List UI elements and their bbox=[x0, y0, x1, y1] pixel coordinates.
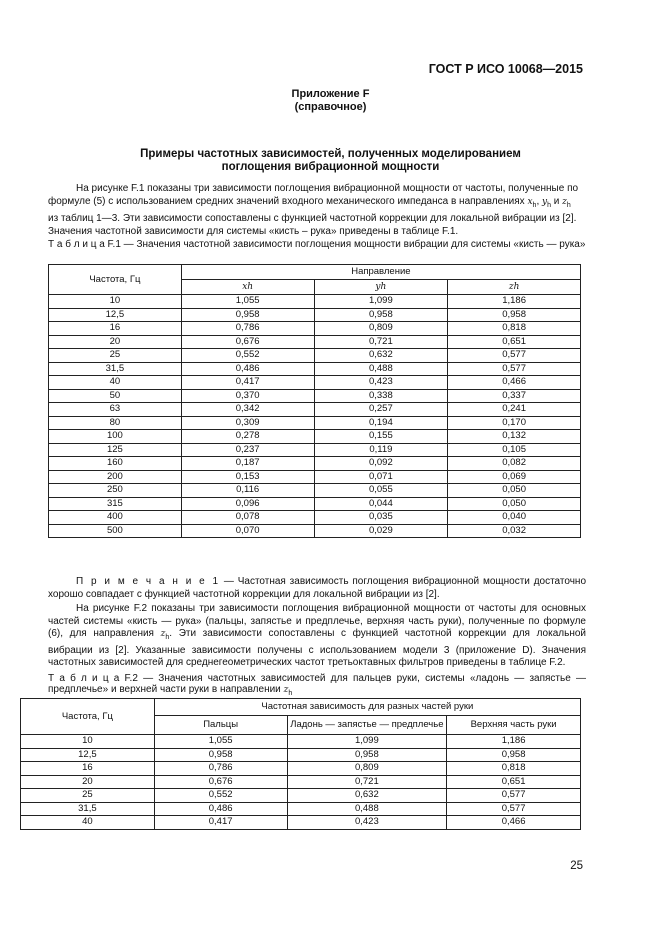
table-cell: 0,958 bbox=[314, 308, 448, 322]
table-cell: 16 bbox=[21, 762, 155, 776]
paragraph-f2-text-b: . Эти зависимости сопоставлены с функцией частотной коррекции для локальной вибрации из [2]. Указанные зависимости получены с использованием модели 3 (приложение D). Значения частотных зависимостей для среднегеометрических частот третьоктавных фильтров приведены в таблице F.2. bbox=[48, 628, 586, 668]
table-cell: 0,809 bbox=[287, 762, 447, 776]
table-cell: 20 bbox=[49, 335, 182, 349]
table-cell: 40 bbox=[21, 816, 155, 830]
table-cell: 0,032 bbox=[448, 524, 581, 538]
table-cell: 0,818 bbox=[448, 322, 581, 336]
table-row bbox=[21, 789, 581, 803]
table2-caption-text: — Значения частотных зависимостей для пальцев руки, системы «ладонь — запястье — предплечье» и верхней части руки в направлении bbox=[48, 673, 586, 695]
table-cell: 0,423 bbox=[314, 376, 448, 390]
table-cell: 0,958 bbox=[287, 748, 447, 762]
table-cell: 0,187 bbox=[181, 457, 314, 471]
table-cell: 315 bbox=[49, 497, 182, 511]
var-x-sub: h bbox=[532, 202, 537, 209]
table-cell: 0,466 bbox=[448, 376, 581, 390]
table-row bbox=[49, 403, 581, 417]
table-row bbox=[49, 497, 581, 511]
table-cell: 0,257 bbox=[314, 403, 448, 417]
table-row bbox=[21, 748, 581, 762]
table-cell: 0,050 bbox=[448, 497, 581, 511]
table-cell: 1,099 bbox=[314, 295, 448, 309]
table-cell: 0,417 bbox=[154, 816, 287, 830]
var-z: z bbox=[562, 197, 567, 207]
table-cell: 1,099 bbox=[287, 735, 447, 749]
table-row bbox=[49, 457, 581, 471]
table1-header-x: xh bbox=[181, 280, 314, 295]
table-cell: 0,552 bbox=[154, 789, 287, 803]
table-cell: 0,577 bbox=[448, 349, 581, 363]
table-cell: 0,338 bbox=[314, 389, 448, 403]
table-cell: 0,809 bbox=[314, 322, 448, 336]
table-cell: 1,055 bbox=[154, 735, 287, 749]
paragraph-f1-line3: из таблиц 1—3. Эти зависимости сопоставлены с функцией частотной коррекции для локальной вибрации из [2]. bbox=[48, 213, 577, 224]
table2-label: Т а б л и ц а F.2 bbox=[48, 673, 138, 684]
table1-header-y: yh bbox=[314, 280, 448, 295]
annex-title: Приложение F bbox=[291, 88, 370, 100]
table-cell: 0,958 bbox=[181, 308, 314, 322]
table-cell: 0,071 bbox=[314, 470, 448, 484]
table-cell: 25 bbox=[49, 349, 182, 363]
table-cell: 0,958 bbox=[154, 748, 287, 762]
table-cell: 0,786 bbox=[181, 322, 314, 336]
table-cell: 0,132 bbox=[448, 430, 581, 444]
table-cell: 31,5 bbox=[21, 802, 155, 816]
table-cell: 0,552 bbox=[181, 349, 314, 363]
table-cell: 0,651 bbox=[447, 775, 581, 789]
table-row bbox=[21, 802, 581, 816]
para2-var: z bbox=[160, 629, 166, 639]
table2-caption bbox=[48, 673, 586, 699]
table-cell: 0,096 bbox=[181, 497, 314, 511]
table1-body bbox=[49, 295, 581, 538]
table-row bbox=[49, 349, 581, 363]
table-cell: 160 bbox=[49, 457, 182, 471]
table-cell: 0,370 bbox=[181, 389, 314, 403]
table-cell: 40 bbox=[49, 376, 182, 390]
paragraph-f1 bbox=[48, 182, 586, 238]
table-cell: 0,958 bbox=[448, 308, 581, 322]
table-cell: 0,069 bbox=[448, 470, 581, 484]
table-cell: 0,105 bbox=[448, 443, 581, 457]
table-cell: 0,078 bbox=[181, 511, 314, 525]
table-cell: 0,237 bbox=[181, 443, 314, 457]
main-title bbox=[0, 148, 661, 174]
table2-caption-var: z bbox=[283, 685, 289, 695]
var-x: x bbox=[527, 197, 533, 207]
table-row bbox=[49, 295, 581, 309]
table-cell: 63 bbox=[49, 403, 182, 417]
table-cell: 0,417 bbox=[181, 376, 314, 390]
var-y-sub: h bbox=[547, 202, 552, 209]
table-cell: 0,958 bbox=[447, 748, 581, 762]
table2-header-frequency: Частота, Гц bbox=[21, 699, 155, 735]
table-cell: 10 bbox=[21, 735, 155, 749]
para2-var-sub: h bbox=[165, 634, 170, 641]
table-cell: 0,194 bbox=[314, 416, 448, 430]
annex-subtitle: (справочное) bbox=[294, 101, 367, 113]
table-cell: 0,488 bbox=[314, 362, 448, 376]
var-y: y bbox=[542, 197, 548, 207]
table-cell: 10 bbox=[49, 295, 182, 309]
paragraph-f1-line2-text: формуле (5) с использованием средних значений входного механического импеданса в направлениях bbox=[48, 196, 525, 207]
standard-designation: ГОСТ Р ИСО 10068—2015 bbox=[428, 62, 583, 76]
table-cell: 20 bbox=[21, 775, 155, 789]
table-row bbox=[21, 735, 581, 749]
table-row bbox=[49, 511, 581, 525]
table2-header-palm: Ладонь — запястье — предплечье bbox=[287, 716, 447, 735]
table-cell: 0,486 bbox=[154, 802, 287, 816]
table-row bbox=[49, 308, 581, 322]
table-row bbox=[21, 775, 581, 789]
table-cell: 0,029 bbox=[314, 524, 448, 538]
table-row bbox=[21, 762, 581, 776]
paragraph-f2 bbox=[48, 603, 586, 670]
table-row bbox=[49, 362, 581, 376]
note-1 bbox=[48, 576, 586, 601]
table-cell: 200 bbox=[49, 470, 182, 484]
table-row bbox=[49, 322, 581, 336]
table-cell: 0,092 bbox=[314, 457, 448, 471]
table-row bbox=[49, 470, 581, 484]
table-cell: 0,116 bbox=[181, 484, 314, 498]
main-title-line1: Примеры частотных зависимостей, полученных моделированием bbox=[140, 148, 521, 160]
table-row bbox=[49, 416, 581, 430]
table-cell: 500 bbox=[49, 524, 182, 538]
table-cell: 0,044 bbox=[314, 497, 448, 511]
annex-heading bbox=[0, 88, 661, 114]
page-number: 25 bbox=[570, 860, 583, 872]
table2-header-fingers: Пальцы bbox=[154, 716, 287, 735]
var-z-sub: h bbox=[566, 202, 571, 209]
table-cell: 12,5 bbox=[21, 748, 155, 762]
table-cell: 25 bbox=[21, 789, 155, 803]
table1-caption bbox=[48, 239, 586, 250]
note1-label: П р и м е ч а н и е 1 bbox=[76, 576, 221, 587]
table-f1 bbox=[48, 264, 581, 538]
table-cell: 0,632 bbox=[287, 789, 447, 803]
table-cell: 250 bbox=[49, 484, 182, 498]
table-cell: 0,055 bbox=[314, 484, 448, 498]
table-cell: 0,155 bbox=[314, 430, 448, 444]
table1-header-frequency: Частота, Гц bbox=[49, 265, 182, 295]
table-cell: 0,342 bbox=[181, 403, 314, 417]
paragraph-f1-line4: Значения частотной зависимости для системы «кисть – рука» приведены в таблице F.1. bbox=[48, 226, 459, 237]
table-cell: 0,577 bbox=[447, 789, 581, 803]
table-cell: 1,186 bbox=[448, 295, 581, 309]
table-row bbox=[21, 816, 581, 830]
table-cell: 400 bbox=[49, 511, 182, 525]
table-cell: 0,119 bbox=[314, 443, 448, 457]
table-row bbox=[49, 389, 581, 403]
table-cell: 0,632 bbox=[314, 349, 448, 363]
main-title-line2: поглощения вибрационной мощности bbox=[221, 161, 440, 173]
table-cell: 0,488 bbox=[287, 802, 447, 816]
table-cell: 0,337 bbox=[448, 389, 581, 403]
table1-header-direction: Направление bbox=[181, 265, 580, 280]
table2-body bbox=[21, 735, 581, 830]
table-cell: 100 bbox=[49, 430, 182, 444]
table-cell: 0,818 bbox=[447, 762, 581, 776]
table-cell: 80 bbox=[49, 416, 182, 430]
paragraph-f2-text-a: На рисунке F.2 показаны три зависимости поглощения вибрационной мощности от частоты для основных частей системы «кисть — рука» (пальцы, запястье и предплечье, верхняя часть руки), полученные по формуле (6), для направления bbox=[48, 603, 586, 639]
table-row bbox=[49, 524, 581, 538]
comma: , bbox=[536, 196, 540, 207]
table1-caption-text: — Значения частотной зависимости поглощения мощности вибрации для системы «кисть — рука» bbox=[120, 239, 586, 250]
table-cell: 31,5 bbox=[49, 362, 182, 376]
table-cell: 0,423 bbox=[287, 816, 447, 830]
table-cell: 0,278 bbox=[181, 430, 314, 444]
table-cell: 0,241 bbox=[448, 403, 581, 417]
table-cell: 0,486 bbox=[181, 362, 314, 376]
table-cell: 0,050 bbox=[448, 484, 581, 498]
table-cell: 0,170 bbox=[448, 416, 581, 430]
table-cell: 0,466 bbox=[447, 816, 581, 830]
table-cell: 0,309 bbox=[181, 416, 314, 430]
table-cell: 1,186 bbox=[447, 735, 581, 749]
paragraph-f1-line2 bbox=[48, 195, 586, 212]
table-cell: 0,070 bbox=[181, 524, 314, 538]
table-cell: 0,577 bbox=[447, 802, 581, 816]
table2-header-group: Частотная зависимость для разных частей руки bbox=[154, 699, 580, 716]
table-cell: 0,040 bbox=[448, 511, 581, 525]
table-cell: 0,676 bbox=[181, 335, 314, 349]
table-f2 bbox=[20, 698, 581, 830]
table-cell: 125 bbox=[49, 443, 182, 457]
table-cell: 0,035 bbox=[314, 511, 448, 525]
conjunction: и bbox=[553, 196, 560, 207]
paragraph-f1-line1: На рисунке F.1 показаны три зависимости поглощения вибрационной мощности от частоты, полученные по bbox=[76, 183, 579, 194]
table-cell: 0,721 bbox=[287, 775, 447, 789]
table2-header-upper: Верхняя часть руки bbox=[447, 716, 581, 735]
table-row bbox=[49, 376, 581, 390]
table-row bbox=[49, 443, 581, 457]
table-cell: 0,153 bbox=[181, 470, 314, 484]
note1-text: — Частотная зависимость поглощения вибрационной мощности достаточно хорошо совпадает с функцией частотной коррекции для локальной вибрации из [2]. bbox=[48, 576, 587, 600]
table-row bbox=[49, 430, 581, 444]
table1-header-z: zh bbox=[448, 280, 581, 295]
table-cell: 0,676 bbox=[154, 775, 287, 789]
table-cell: 12,5 bbox=[49, 308, 182, 322]
table-cell: 0,082 bbox=[448, 457, 581, 471]
table-cell: 1,055 bbox=[181, 295, 314, 309]
table-row bbox=[49, 484, 581, 498]
table-row bbox=[49, 335, 581, 349]
table-cell: 50 bbox=[49, 389, 182, 403]
table2-caption-var-sub: h bbox=[288, 690, 293, 697]
table-cell: 0,721 bbox=[314, 335, 448, 349]
table-cell: 0,786 bbox=[154, 762, 287, 776]
table1-label: Т а б л и ц а F.1 bbox=[48, 239, 121, 250]
table-cell: 0,651 bbox=[448, 335, 581, 349]
table-cell: 0,577 bbox=[448, 362, 581, 376]
table-cell: 16 bbox=[49, 322, 182, 336]
